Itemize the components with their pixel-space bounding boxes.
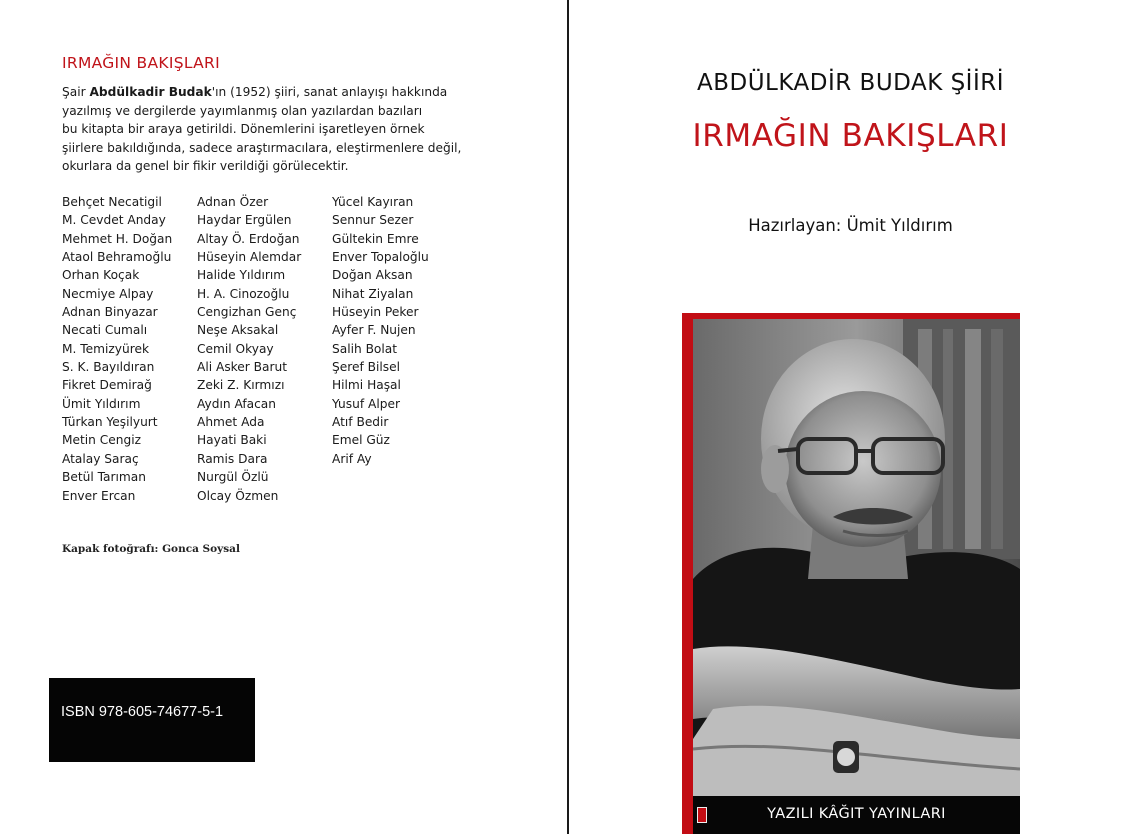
back-cover-title: IRMAĞIN BAKIŞLARI xyxy=(62,54,220,72)
contributor-name: Cemil Okyay xyxy=(197,341,274,356)
contributor-name: Doğan Aksan xyxy=(332,268,413,283)
photo-credit: Kapak fotoğrafı: Gonca Soysal xyxy=(62,543,240,555)
contributor-name: M. Cevdet Anday xyxy=(62,213,166,228)
contributor-name: Salih Bolat xyxy=(332,341,398,356)
back-cover-blurb xyxy=(62,83,462,176)
contributor-name: Ali Asker Barut xyxy=(197,360,288,375)
photo-frame xyxy=(682,313,1020,834)
contributor-name: Olcay Özmen xyxy=(197,488,279,503)
contributor-name: Ayfer F. Nujen xyxy=(332,323,416,338)
main-title: IRMAĞIN BAKIŞLARI xyxy=(692,118,1009,154)
contributor-name: Hüseyin Peker xyxy=(332,305,419,320)
contributor-name: Enver Topaloğlu xyxy=(332,250,429,265)
contributor-name: Nurgül Özlü xyxy=(197,470,269,485)
contributor-name: Atalay Saraç xyxy=(62,451,139,466)
contributor-name: S. K. Bayıldıran xyxy=(62,360,155,375)
author-portrait-photo xyxy=(693,319,1020,796)
contributors-column-3 xyxy=(332,193,429,468)
contributors-column-1 xyxy=(62,193,172,505)
contributor-name: Halide Yıldırım xyxy=(197,268,286,283)
contributor-name: Betül Tarıman xyxy=(62,470,146,485)
contributor-name: Ümit Yıldırım xyxy=(62,396,141,411)
contributor-name: Neşe Aksakal xyxy=(197,323,279,338)
contributor-name: Nihat Ziyalan xyxy=(332,286,414,301)
blurb-author-name: Abdülkadir Budak xyxy=(89,85,212,99)
contributor-name: Adnan Özer xyxy=(197,195,269,209)
blurb-prefix: Şair xyxy=(62,85,90,99)
contributor-name: Gültekin Emre xyxy=(332,231,419,246)
contributor-name: Hayati Baki xyxy=(197,433,267,448)
blurb-line-1 xyxy=(62,83,462,102)
contributor-name: Hüseyin Alemdar xyxy=(197,250,302,265)
blurb-line-5: okurlara da genel bir fikir verildiği görülecektir. xyxy=(62,159,349,174)
contributor-name: Ahmet Ada xyxy=(197,415,265,430)
contributor-name: Yusuf Alper xyxy=(332,396,400,411)
contributor-name: Ramis Dara xyxy=(197,451,268,466)
contributor-name: Hilmi Haşal xyxy=(332,378,401,393)
contributor-name: Yücel Kayıran xyxy=(332,195,414,209)
portrait-illustration xyxy=(693,319,1020,796)
contributors-column-2 xyxy=(197,193,301,505)
contributor-name: Haydar Ergülen xyxy=(197,213,292,228)
contributor-name: Mehmet H. Doğan xyxy=(62,231,173,246)
blurb-line-2: yazılmış ve dergilerde yayımlanmış olan yazılardan bazıları xyxy=(62,103,423,118)
contributor-name: Behçet Necatigil xyxy=(62,195,162,209)
publisher-name: YAZILI KÂĞIT YAYINLARI xyxy=(767,806,946,822)
contributor-name: Arif Ay xyxy=(332,451,372,466)
contributor-name: Enver Ercan xyxy=(62,488,136,503)
contributor-name: Altay Ö. Erdoğan xyxy=(197,231,300,246)
contributor-name: Sennur Sezer xyxy=(332,213,414,228)
blurb-line-1-rest: 'ın (1952) şiiri, sanat anlayışı hakkında xyxy=(211,85,448,99)
contributor-name: Necati Cumalı xyxy=(62,323,148,338)
contributor-name: Zeki Z. Kırmızı xyxy=(197,378,285,393)
isbn-text: ISBN 978-605-74677-5-1 xyxy=(61,704,224,720)
contributor-name: Türkan Yeşilyurt xyxy=(62,415,158,430)
contributor-name: H. A. Cinozoğlu xyxy=(197,286,290,301)
contributor-name: Cengizhan Genç xyxy=(197,305,297,320)
contributor-name: Ataol Behramoğlu xyxy=(62,250,172,265)
contributor-name: Şeref Bilsel xyxy=(332,360,401,375)
contributor-name: Orhan Koçak xyxy=(62,268,140,283)
isbn-box xyxy=(49,678,255,762)
blurb-line-3: bu kitapta bir araya getirildi. Dönemlerini işaretleyen örnek xyxy=(62,122,425,137)
contributor-name: Aydın Afacan xyxy=(197,396,276,411)
series-title: ABDÜLKADİR BUDAK ŞİİRİ xyxy=(696,70,1005,96)
contributor-name: Adnan Binyazar xyxy=(62,305,158,320)
contributor-name: Emel Güz xyxy=(332,433,390,448)
publisher-bar xyxy=(693,796,1020,834)
blurb-line-4: şiirlere bakıldığında, sadece araştırmacılara, eleştirmenlere değil, xyxy=(62,140,462,155)
contributor-name: Metin Cengiz xyxy=(62,433,142,448)
contributor-name: Atıf Bedir xyxy=(332,415,389,430)
contributor-name: M. Temizyürek xyxy=(62,341,150,356)
editor-credit: Hazırlayan: Ümit Yıldırım xyxy=(748,216,953,235)
contributor-name: Fikret Demirağ xyxy=(62,378,152,393)
contributor-name: Necmiye Alpay xyxy=(62,286,154,301)
